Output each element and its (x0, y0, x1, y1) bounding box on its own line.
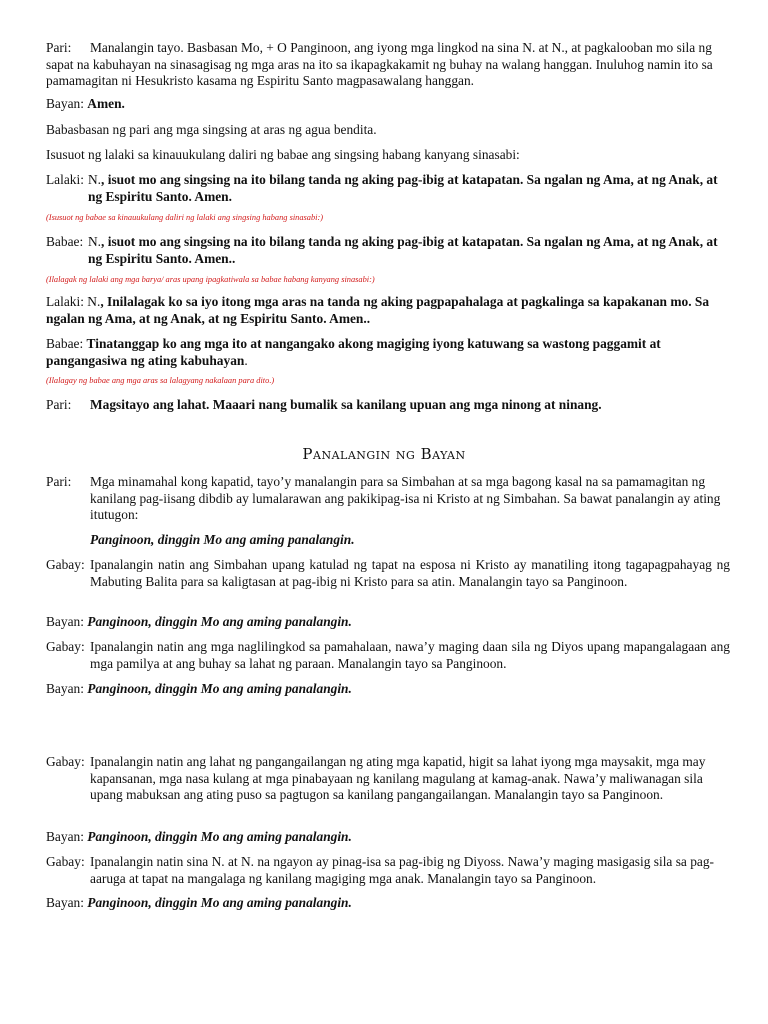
response-formula: Panginoon, dinggin Mo ang aming panalangin. (90, 532, 355, 547)
babae-aras-vow: Babae: Tinatanggap ko ang mga ito at nangangako akong magiging iyong katuwang sa wastong paggamit at pangangasiwa ng ating kabuhayan. (46, 336, 661, 368)
vow-text: Tinatanggap ko ang mga ito at nangangako akong magiging iyong katuwang sa wastong paggamit at pangangasiwa ng ating kabuhayan (46, 336, 661, 368)
speaker-label: Bayan: (46, 829, 84, 844)
response-text: Panginoon, dinggin Mo ang aming panalangin. (87, 829, 352, 844)
bayan-amen-paragraph (46, 96, 730, 113)
vow-text: , Inilalagak ko sa iyo itong mga aras na tanda ng aking pagpapahalaga at pagkalinga sa kapakanan mo. Sa ngalan ng Ama, at ng Anak, at ng Espiritu Santo. Amen.. (46, 294, 710, 326)
name-placeholder: N. (88, 234, 102, 249)
dismissal-text: Magsitayo ang lahat. Maaari nang bumalik sa kanilang upuan ang mga ninong at ninang. (90, 397, 602, 412)
bayan-response (46, 895, 730, 912)
speaker-label: Babae: (46, 234, 84, 249)
speaker-label: Gabay: (46, 854, 85, 869)
bayan-response (46, 614, 730, 631)
response-text: Panginoon, dinggin Mo ang aming panalangin. (87, 614, 352, 629)
speaker-label: Gabay: (46, 754, 85, 769)
speaker-label: Pari: (46, 397, 72, 412)
vow-text: , isuot mo ang singsing na ito bilang tanda ng aking pag-ibig at katapatan. Sa ngalan ng Ama, at ng Anak, at ng Espiritu Santo. Amen. (88, 172, 718, 204)
rubric-note-place-aras: (Ilalagay ng babae ang mga aras sa lalagyang nakalaan para dito.) (46, 376, 275, 385)
lalaki-ring-vow (46, 172, 730, 205)
vow-text: , isuot mo ang singsing na ito bilang tanda ng aking pag-ibig at katapatan. Sa ngalan ng Ama, at ng Anak, at ng Espiritu Santo. Amen.. (88, 234, 718, 266)
intro-text: Mga minamahal kong kapatid, tayo’y manalangin para sa Simbahan at sa mga bagong kasal na sa pamamagitan ng kanilang pag-iisang dibdib ay lumalarawan ang pakikipag-isa ni Kristo at ng Simbahan. Sa bawat panalangin ay ating itutugon: (90, 474, 721, 523)
speaker-label: Babae: (46, 336, 84, 351)
petition-text: Ipanalangin natin sina N. at N. na ngayon ay pinag-isa sa pag-ibig ng Diyoss. Nawa’y maging masigasig sila sa pag-aaruga at tapat na mangalaga ng kanilang magiging mga anak. Manalangin tayo sa Panginoon. (90, 854, 715, 886)
pari-blessing-paragraph (46, 40, 730, 90)
speaker-label: Bayan: (46, 96, 84, 111)
petition-text: Ipanalangin natin ang Simbahan upang katulad ng tapat na esposa ni Kristo ay manatiling itong tagapagpahayag ng Mabuting Balita para sa kaligtasan at pag-ibig ni Kristo para sa atin. Manalangin tayo sa Panginoon. (90, 557, 730, 589)
name-placeholder: N. (87, 294, 101, 309)
bayan-response (46, 829, 730, 846)
rubric-note-aras: (Ilalagak ng lalaki ang mga barya/ aras upang ipagkatiwala sa babae habang kanyang sinasabi:) (46, 275, 375, 284)
speaker-label: Bayan: (46, 895, 84, 910)
gabay-petition-church (46, 557, 730, 590)
gabay-petition-government (46, 639, 730, 672)
speaker-label: Lalaki: (46, 172, 84, 187)
response-text: Panginoon, dinggin Mo ang aming panalangin. (87, 895, 352, 910)
rubric-note-ring-woman: (Isusuot ng babae sa kinauukulang daliri ng lalaki ang singsing habang sinasabi:) (46, 213, 324, 222)
speaker-label: Gabay: (46, 639, 85, 654)
gabay-petition-needy (46, 754, 730, 804)
babae-ring-vow (46, 234, 730, 267)
petition-text: Ipanalangin natin ang mga naglilingkod sa pamahalaan, nawa’y maging daan sila ng Diyos upang mapangalagaan ang mga pamilya at ang buhay sa lahat ng paraan. Manalangin tayo sa Panginoon. (90, 639, 730, 671)
speaker-label: Pari: (46, 40, 72, 55)
speaker-label: Lalaki: (46, 294, 84, 309)
speaker-label: Bayan: (46, 614, 84, 629)
pari-intro (46, 474, 730, 524)
petition-text: Ipanalangin natin ang lahat ng pangangailangan ng ating mga kapatid, higit sa lahat iyong mga maysakit, mga may kapansanan, mga nasa kulang at mga pinabayaan ng kanilang magulang at kamag-anak. Nawa’y maliwanagan sila upang mabuksan ang ating puso sa pagtugon sa kanilang pangangailangan. Manalangin tayo sa Panginoon. (90, 754, 706, 803)
response-text: Amen. (87, 96, 125, 111)
speaker-label: Pari: (46, 474, 72, 489)
gabay-petition-couple (46, 854, 730, 887)
paragraph-text: Manalangin tayo. Basbasan Mo, + O Panginoon, ang iyong mga lingkod na sina N. at N., at pagkalooban mo sila ng sapat na kabuhayan na sinasagisag ng mga aras na ito sa ikapagkakamit ng buhay na walang hanggan. Inuluhog namin ito sa pamamagitan ni Hesukristo kasama ng Espiritu Santo magpasawalang hanggan. (46, 40, 713, 89)
pari-dismissal (46, 397, 730, 414)
speaker-label: Gabay: (46, 557, 85, 572)
rubric-blessing-rings: Babasbasan ng pari ang mga singsing at aras ng agua bendita. (46, 122, 377, 137)
name-placeholder: N. (88, 172, 102, 187)
rubric-ring-man: Isusuot ng lalaki sa kinauukulang daliri ng babae ang singsing habang kanyang sinasabi: (46, 147, 520, 162)
bayan-response (46, 681, 730, 698)
speaker-label: Bayan: (46, 681, 84, 696)
lalaki-aras-vow (46, 294, 730, 327)
response-text: Panginoon, dinggin Mo ang aming panalangin. (87, 681, 352, 696)
section-heading: Panalangin ng Bayan (302, 445, 466, 463)
